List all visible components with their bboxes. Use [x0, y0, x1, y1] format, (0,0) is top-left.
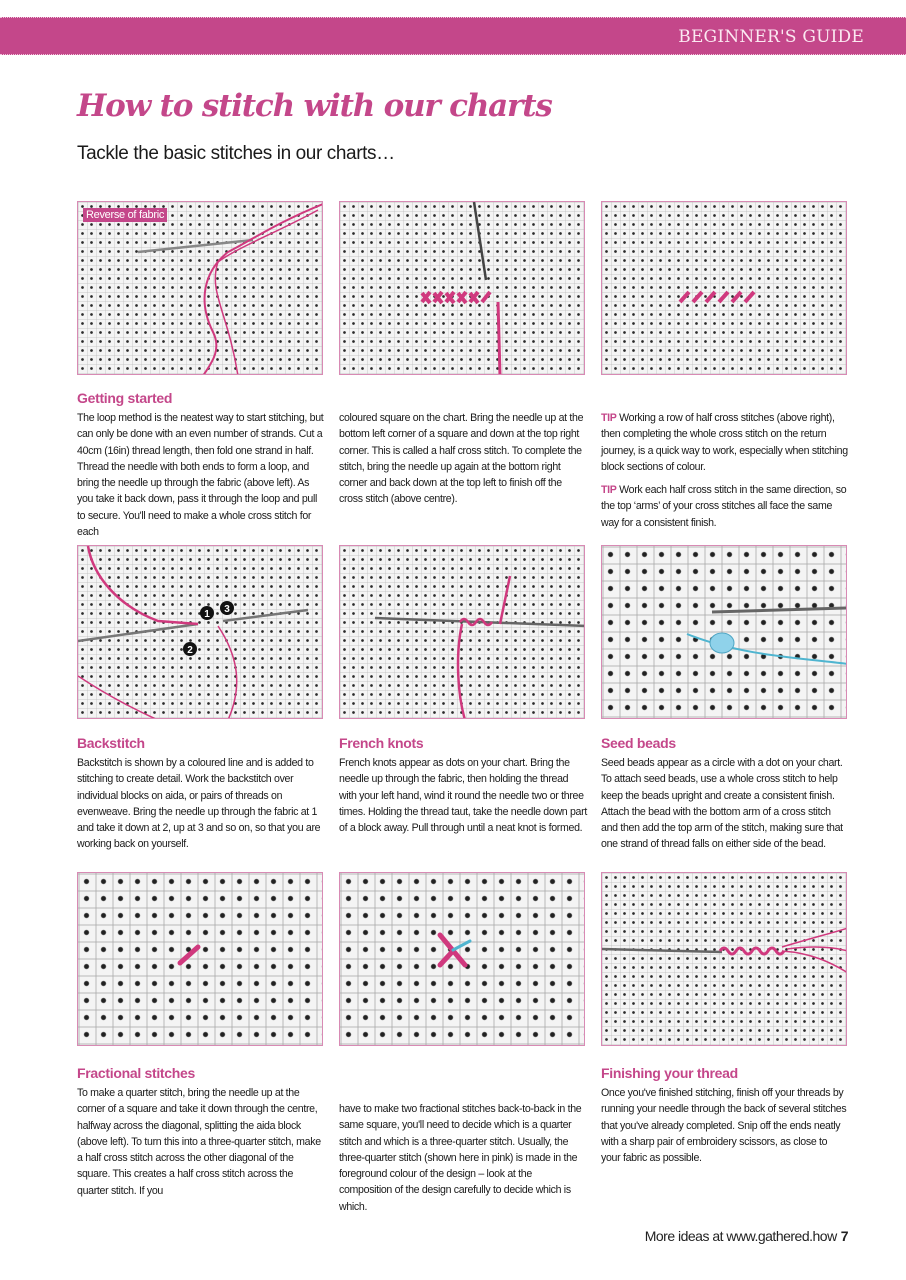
section-banner: [0, 17, 906, 55]
photo-finishing-thread: [601, 872, 847, 1046]
heading-finishing-thread: Finishing your thread: [601, 1065, 738, 1081]
tip-1: [601, 410, 849, 475]
photo-loop-method: [77, 201, 323, 375]
seed-beads-text: Seed beads appear as a circle with a dot on your chart. To attach seed beads, use a whole cross stitch to help keep the beads upright and create a consistent finish. Attach the bead with the bottom arm of a cross stitch and then add the top arm of the stitch, making sure that one strand of thread falls on either side of the bead.: [601, 757, 843, 851]
reverse-of-fabric-label: Reverse of fabric: [83, 208, 167, 222]
seed-bead-illustration: [602, 546, 847, 719]
photo-half-cross-stitch: [339, 201, 585, 375]
section-label: BEGINNER'S GUIDE: [678, 27, 864, 47]
tip-label: TIP: [601, 484, 617, 496]
finishing-text: Once you've finished stitching, finish off your threads by running your needle through the back of several stitches that you've already completed. Snip off the ends neatly with a sharp pair of embroidery scissors, as close to your fabric as possible.: [601, 1087, 847, 1165]
footer-link[interactable]: More ideas at www.gathered.how: [644, 1228, 837, 1244]
heading-french-knots: French knots: [339, 735, 424, 751]
number-3: 3: [224, 604, 230, 615]
fractional-text: To make a quarter stitch, bring the needle up at the corner of a square and take it down through the centre, halfway across the diagonal, splitting the aida block (above left). To turn this into a three-quarter stitch, make a half cross stitch across the other diagonal of the square. This creates a half cross stitch across the quarter stitch. If you: [77, 1087, 321, 1197]
number-2: 2: [187, 645, 193, 656]
fractional-text-continued: have to make two fractional stitches back-to-back in the same square, you'll need to decide which is a quarter stitch and which is a three-quarter stitch. Usually, the three-quarter stitch (shown here in pink) is made in the foreground colour of the design – look at the composition of the design carefully to decide which is which.: [339, 1103, 582, 1213]
thread-illustration: [602, 202, 847, 375]
thread-needle-illustration: [78, 202, 323, 375]
tip-label: TIP: [601, 412, 617, 424]
french-knot-illustration: [340, 546, 585, 719]
photo-row-half-stitches: [601, 201, 847, 375]
photo-quarter-stitch: [77, 872, 323, 1046]
number-1: 1: [204, 609, 210, 620]
tip-text: Working a row of half cross stitches (above right), then completing the whole cross stitch on the return journey, is a quick way to work, especially when stitching block sections of colour.: [601, 412, 848, 473]
backstitch-text: Backstitch is shown by a coloured line and is added to stitching to create detail. Work the backstitch over individual blocks on aida, or pairs of threads on evenweave. Bring the needle up through the fabric at 1 and take it down at 2, up at 3 and so on, so that you are working back on yourself.: [77, 757, 321, 851]
footer: [645, 1228, 848, 1244]
page-subtitle: Tackle the basic stitches in our charts…: [77, 143, 395, 164]
heading-fractional-stitches: Fractional stitches: [77, 1065, 196, 1081]
quarter-stitch-illustration: [78, 873, 323, 1046]
photo-backstitch: [77, 545, 323, 719]
finishing-thread-illustration: [602, 873, 847, 1046]
tip-text: Work each half cross stitch in the same direction, so the top ‘arms’ of your cross stitches all face the same way for a consistent finish.: [601, 484, 847, 529]
photo-french-knot: [339, 545, 585, 719]
page-title: How to stitch with our charts: [77, 88, 552, 124]
french-knots-text: French knots appear as dots on your chart. Bring the needle up through the fabric, then holding the thread with your left hand, wind it round the needle two or three times. Holding the thread taut, take the needle down part of a block away. Pull through until a neat knot is formed.: [339, 757, 587, 835]
heading-backstitch: Backstitch: [77, 735, 145, 751]
three-quarter-stitch-illustration: [340, 873, 585, 1046]
photo-three-quarter-stitch: [339, 872, 585, 1046]
heading-getting-started: Getting started: [77, 390, 173, 406]
photo-seed-bead: [601, 545, 847, 719]
backstitch-illustration: [78, 546, 323, 719]
thread-needle-illustration: [340, 202, 585, 375]
getting-started-text: The loop method is the neatest way to start stitching, but can only be done with an even number of strands. Cut a 40cm (16in) thread length, then fold one strand in half. Thread the needle with both ends to form a loop, and bring the needle up through the fabric (above left). As you take it back down, pass it through the loop and pull to secure. You'll need to make a whole cross stitch for each: [77, 412, 324, 539]
heading-seed-beads: Seed beads: [601, 735, 676, 751]
page-number: 7: [840, 1228, 848, 1244]
tip-2: [601, 482, 849, 531]
getting-started-text-continued: coloured square on the chart. Bring the needle up at the bottom left corner of a square and down at the top right corner. This is called a half cross stitch. To complete the stitch, bring the needle up again at the bottom right corner and back down at the top left to finish off the cross stitch (above centre).: [339, 412, 584, 506]
